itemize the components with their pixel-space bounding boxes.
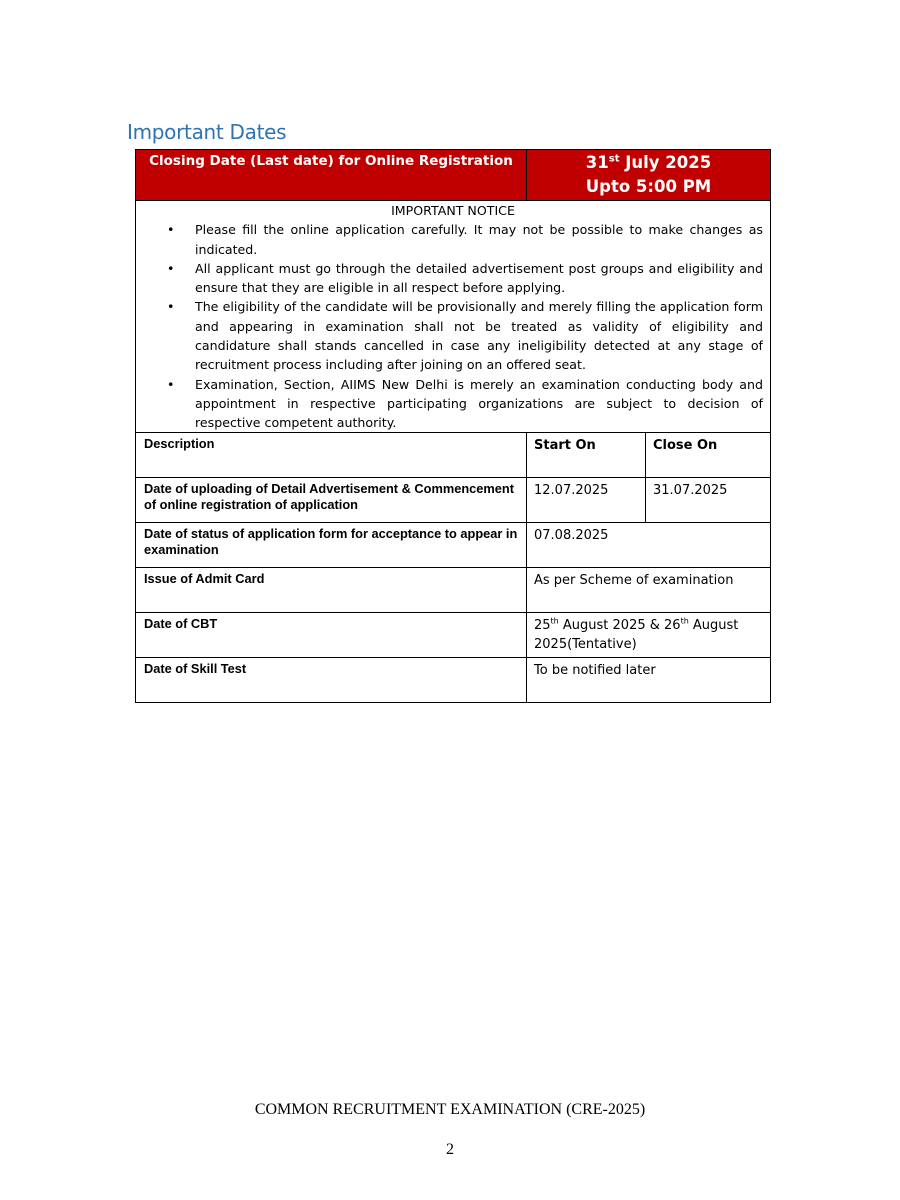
closing-month-year: July 2025 [619, 153, 712, 172]
row-value: 07.08.2025 [534, 528, 609, 543]
row-description: Date of CBT [136, 613, 527, 657]
notice-item: • All applicant must go through the detailed advertisement post groups and eligibility and ensure that they are eligible in all respect before applying. [164, 259, 763, 298]
table-row [136, 523, 770, 568]
page-heading: Important Dates [127, 120, 287, 144]
cbt-day-one-suffix: th [550, 616, 559, 626]
row-value [527, 613, 770, 657]
page-footer: COMMON RECRUITMENT EXAMINATION (CRE-2025) [254, 1101, 646, 1118]
closing-date-row [136, 150, 770, 201]
notice-title: IMPORTANT NOTICE [391, 203, 515, 218]
closing-date-value [527, 150, 770, 200]
cbt-middle: August 2025 & 26 [558, 618, 681, 633]
closing-time: Upto 5:00 PM [585, 177, 712, 196]
header-description: Description [136, 433, 527, 477]
closing-date-day [527, 151, 770, 175]
row-description: Date of Skill Test [136, 658, 527, 702]
row-value: To be notified later [534, 663, 656, 678]
table-row [136, 613, 770, 658]
table-row [136, 658, 770, 702]
table-row [136, 478, 770, 523]
row-description: Date of status of application form for acceptance to appear in examination [136, 523, 527, 567]
notice-item: • Please fill the online application carefully. It may not be possible to make changes as indicated. [164, 220, 763, 259]
page-number: 2 [446, 1141, 454, 1158]
notice-item: • The eligibility of the candidate will be provisionally and merely filling the application form and appearing in examination shall not be treated as validity of eligibility and candidature shall stands cancelled in case any ineligibility detected at any stage of recruitment process including after joining on an offered seat. [164, 297, 763, 374]
notice-list [164, 220, 763, 432]
row-start-date: 12.07.2025 [527, 478, 646, 522]
closing-day-number: 31 [585, 153, 609, 172]
cbt-end: August 2025(Tentative) [534, 618, 739, 652]
important-dates-table [135, 149, 771, 703]
row-description: Issue of Admit Card [136, 568, 527, 612]
important-notice [136, 201, 770, 433]
header-close-on: Close On [653, 438, 718, 453]
row-close-date: 31.07.2025 [653, 483, 728, 498]
header-start-on: Start On [527, 433, 646, 477]
table-row [136, 568, 770, 613]
row-description: Date of uploading of Detail Advertisement & Commencement of online registration of application [136, 478, 527, 522]
cbt-day-two-suffix: th [680, 616, 689, 626]
row-value: As per Scheme of examination [534, 573, 734, 588]
notice-item: • Examination, Section, AIIMS New Delhi is merely an examination conducting body and appointment in respective participating organizations are subject to decision of respective competent authority. [164, 375, 763, 433]
table-header-row [136, 433, 770, 478]
closing-date-label: Closing Date (Last date) for Online Registration [136, 150, 527, 200]
cbt-day-one: 25 [534, 618, 551, 633]
closing-day-suffix: st [608, 153, 620, 165]
